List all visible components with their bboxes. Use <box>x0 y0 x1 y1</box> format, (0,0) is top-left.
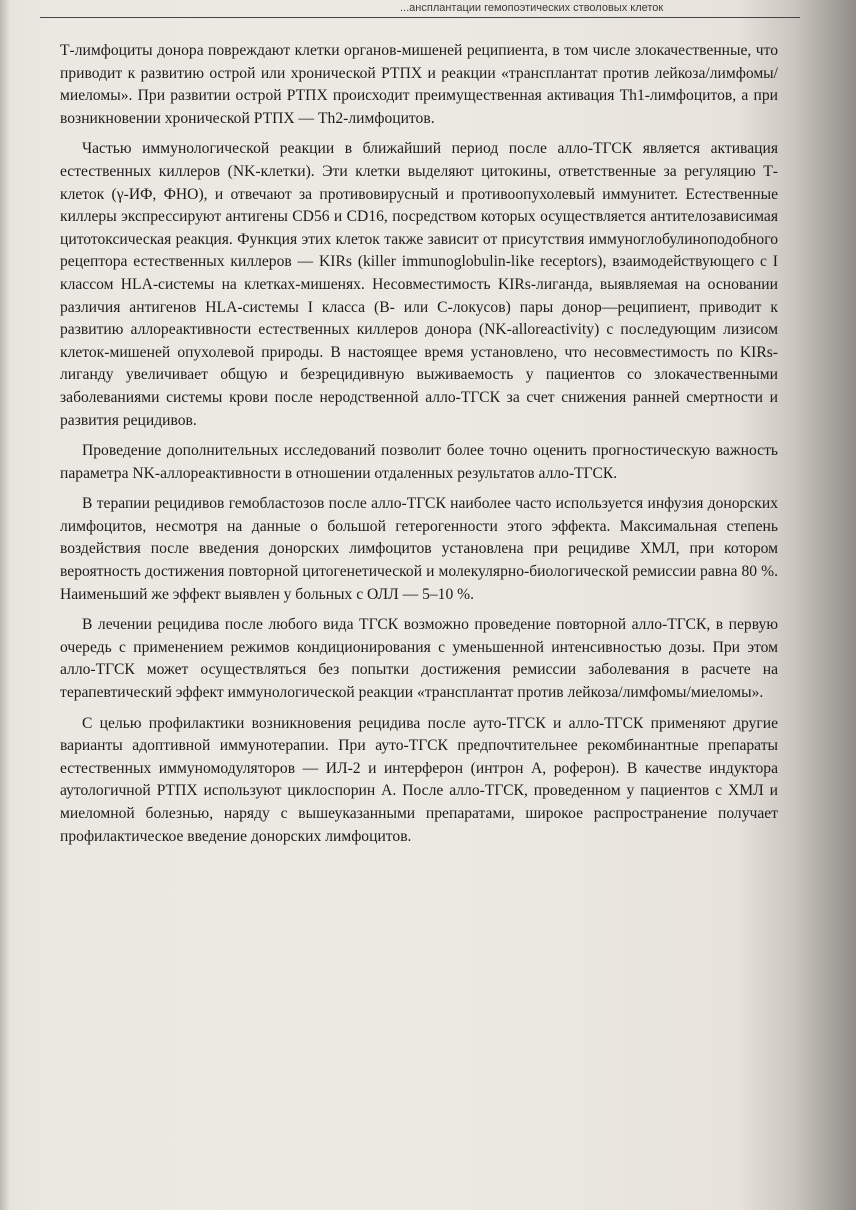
header-rule <box>40 17 800 18</box>
running-header: ...ансплантации гемопоэтических стволовых клеток <box>400 2 664 14</box>
page-edge-shadow <box>0 0 10 1210</box>
paragraph: В терапии рецидивов гемобластозов после алло-ТГСК наиболее часто используется инфузия донорских лимфоцитов, несмотря на данные о большой гетерогенности этого эффекта. Максимальная степень воздействия после введения донорских лимфоцитов установлена при рецидиве ХМЛ, при котором вероятность достижения повторной цитогенетической и молекулярно-биологической ремиссии равна 80 %. Наименьший же эффект выявлен у больных с ОЛЛ — 5–10 %. <box>60 495 778 603</box>
paragraph: Проведение дополнительных исследований позволит более точно оценить прогностическую важность параметра NK-аллореактивности в отношении отдаленных результатов алло-ТГСК. <box>60 442 778 482</box>
body-text <box>60 40 778 856</box>
paragraph: Т-лимфоциты донора повреждают клетки органов-мишеней реципиента, в том числе злокачественные, что приводит к развитию острой или хронической РТПХ и реакции «трансплантат против лейкоза/лимфомы/миеломы». При развитии острой РТПХ происходит преимущественная активация Th1-лимфоцитов, а при возникновении хронической РТПХ — Th2-лимфоцитов. <box>60 42 778 127</box>
paragraph: Частью иммунологической реакции в ближайший период после алло-ТГСК является активация естественных киллеров (NK-клетки). Эти клетки выделяют цитокины, ответственные за регуляцию Т-клеток (γ-ИФ, ФНО), и отвечают за противовирусный и противоопухолевый иммунитет. Естественные киллеры экспрессируют антигены CD56 и CD16, посредством которых осуществляется антителозависимая цитотоксическая реакция. Функция этих клеток также зависит от присутствия иммуноглобулиноподобного рецептора естественных киллеров — KIRs (killer immunoglobulin-like receptors), взаимодействующего с I классом HLA-системы на клетках-мишенях. Несовместимость KIRs-лиганда, выявляемая на основании различия антигенов HLA-системы I класса (B- или C-локусов) пары донор—реципиент, приводит к развитию аллореактивности естественных киллеров донора (NK-alloreactivity) с последующим лизисом клеток-мишеней опухолевой природы. В настоящее время установлено, что несовместимость по KIRs-лиганду увеличивает общую и безрецидивную выживаемость у пациентов со злокачественными заболеваниями системы крови после неродственной алло-ТГСК за счет снижения ранней смертности и развития рецидивов. <box>60 140 778 429</box>
paragraph: С целью профилактики возникновения рецидива после ауто-ТГСК и алло-ТГСК применяют другие варианты адоптивной иммунотерапии. При ауто-ТГСК предпочтительнее рекомбинантные препараты естественных иммуномодуляторов — ИЛ-2 и интерферон (интрон А, роферон). В качестве индуктора аутологичной РТПХ используют циклоспорин А. После алло-ТГСК, проведенном у пациентов с ХМЛ и миеломной болезнью, наряду с вышеуказанными препаратами, широкое распространение получает профилактическое введение донорских лимфоцитов. <box>60 714 778 845</box>
paragraph: В лечении рецидива после любого вида ТГСК возможно проведение повторной алло-ТГСК, в первую очередь с применением режимов кондиционирования с уменьшенной интенсивностью дозы. При этом алло-ТГСК может осуществляться без попытки достижения ремиссии заболевания в расчете на терапевтический эффект иммунологической реакции «трансплантат против лейкоза/лимфомы/миеломы». <box>60 616 778 702</box>
